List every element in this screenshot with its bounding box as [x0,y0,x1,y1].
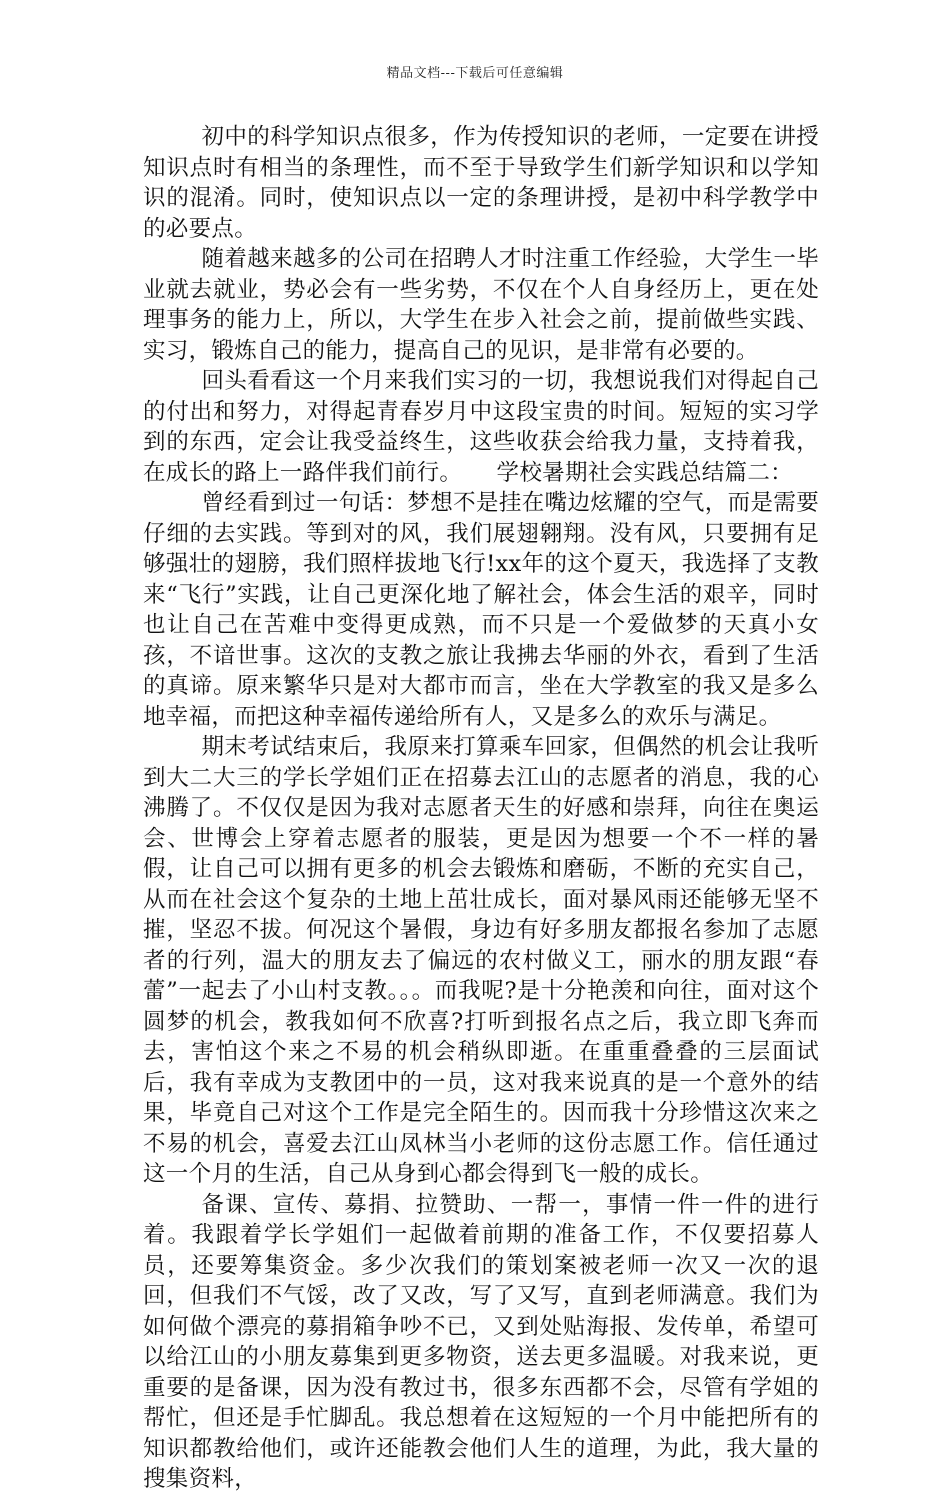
paragraph-6: 备课、宣传、募捐、拉赞助、一帮一，事情一件一件的进行着。我跟着学长学姐们一起做着前期的准备工作，不仅要招募人员，还要筹集资金。多少次我们的策划案被老师一次又一次的退回，但我们不气馁，改了又改，写了又写，直到老师满意。我们为如何做个漂亮的募捐箱争吵不已，又到处贴海报、发传单，希望可以给江山的小朋友募集到更多物资，送去更多温暖。对我来说，更重要的是备课，因为没有教过书，很多东西都不会，尽管有学姐的帮忙，但还是手忙脚乱。我总想着在这短短的一个月中能把所有的知识都教给他们，或许还能教会他们人生的道理，为此，我大量的搜集资料， [143,1191,819,1492]
paragraph-4: 曾经看到过一句话：梦想不是挂在嘴边炫耀的空气，而是需要仔细的去实践。等到对的风，我们展翅翱翔。没有风，只要拥有足够强壮的翅膀，我们照样拔地飞行!xx年的这个夏天，我选择了支教来“飞行”实践，让自己更深化地了解社会，体会生活的艰辛，同时也让自己在苦难中变得更成熟，而不只是一个爱做梦的天真小女孩，不谙世事。这次的支教之旅让我拂去华丽的外衣，看到了生活的真谛。原来繁华只是对大都市而言，坐在大学教室的我又是多么地幸福，而把这种幸福传递给所有人，又是多么的欢乐与满足。 [143,490,819,730]
paragraph-1: 初中的科学知识点很多，作为传授知识的老师，一定要在讲授知识点时有相当的条理性，而不至于导致学生们新学知识和以学知识的混淆。同时，使知识点以一定的条理讲授，是初中科学教学中的必要点。 [143,124,819,242]
paragraph-3: 回头看看这一个月来我们实习的一切，我想说我们对得起自己的付出和努力，对得起青春岁月中这段宝贵的时间。短短的实习学到的东西，定会让我受益终生，这些收获会给我力量，支持着我，在成长的路上一路伴我们前行。 学校暑期社会实践总结篇二： [143,368,819,486]
paragraph-2: 随着越来越多的公司在招聘人才时注重工作经验，大学生一毕业就去就业，势必会有一些劣势，不仅在个人自身经历上，更在处理事务的能力上，所以，大学生在步入社会之前，提前做些实践、实习，锻炼自己的能力，提高自己的见识，是非常有必要的。 [143,246,819,364]
page-header: 精品文档---下载后可任意编辑 [386,66,564,81]
document-body [143,122,819,1495]
paragraph-5: 期末考试结束后，我原来打算乘车回家，但偶然的机会让我听到大二大三的学长学姐们正在招募去江山的志愿者的消息，我的心沸腾了。不仅仅是因为我对志愿者天生的好感和崇拜，向往在奥运会、世博会上穿着志愿者的服装，更是因为想要一个不一样的暑假，让自己可以拥有更多的机会去锻炼和磨砺，不断的充实自己，从而在社会这个复杂的土地上茁壮成长，面对暴风雨还能够无坚不摧，坚忍不拔。何况这个暑假，身边有好多朋友都报名参加了志愿者的行列，温大的朋友去了偏远的农村做义工，丽水的朋友跟“春蕾”一起去了小山村支教。。。而我呢?是十分艳羡和向往，面对这个圆梦的机会，教我如何不欣喜?打听到报名点之后，我立即飞奔而去，害怕这个来之不易的机会稍纵即逝。在重重叠叠的三层面试后，我有幸成为支教团中的一员，这对我来说真的是一个意外的结果，毕竟自己对这个工作是完全陌生的。因而我十分珍惜这次来之不易的机会，喜爱去江山凤林当小老师的这份志愿工作。信任通过这一个月的生活，自己从身到心都会得到飞一般的成长。 [143,734,819,1187]
